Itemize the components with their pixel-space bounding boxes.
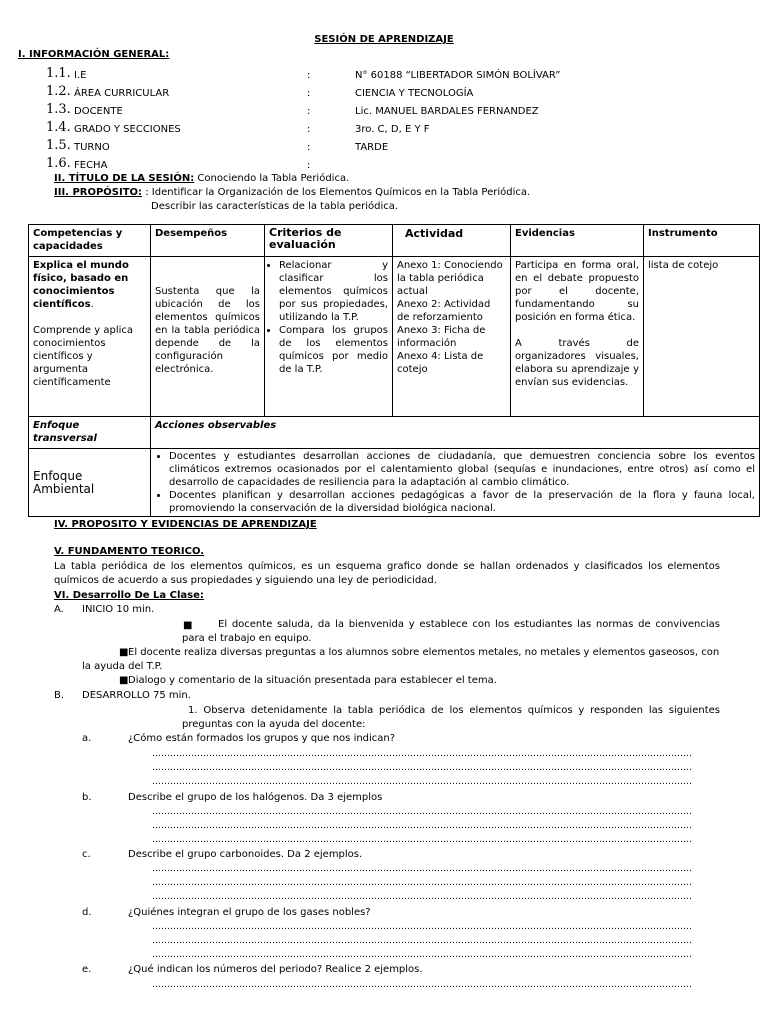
info-value: N° 60188 “LIBERTADOR SIMÓN BOLÍVAR” xyxy=(355,70,561,81)
inicio-item: El docente saluda, da la bienvenida y establece con los estudiantes las normas de convivencias para el trabajo en equipo. xyxy=(182,619,720,644)
competencies-table xyxy=(28,224,760,517)
section-6-heading: VI. Desarrollo De La Clase: xyxy=(54,590,204,601)
criterios-cell xyxy=(265,257,393,417)
desarrollo-step: 1. Observa detenidamente la tabla periódica de los elementos químicos y responden las siguientes preguntas con la ayuda del docente: xyxy=(182,705,720,730)
instrumento-cell: lista de cotejo xyxy=(644,257,760,417)
section-2 xyxy=(54,173,349,184)
header-acciones: Acciones observables xyxy=(151,417,760,449)
answer-line[interactable]: ……………………………………………………………………………………………………………………………………………………………… xyxy=(152,892,692,902)
actividad-cell xyxy=(393,257,511,417)
actividad-item: Anexo 3: Ficha de información xyxy=(397,325,486,349)
answer-line[interactable]: ……………………………………………………………………………………………………………………………………………………………… xyxy=(152,807,692,817)
question-letter: a. xyxy=(82,733,92,744)
info-label: GRADO Y SECCIONES xyxy=(74,124,181,135)
accion-item: • Docentes planifican y desarrollan acciones pedagógicas a favor de la preservación de la flora y fauna local, promoviendo la conservación de la diversidad biológica nacional. xyxy=(169,489,755,515)
header-competencias: Competencias y capacidades xyxy=(29,225,151,257)
header-evidencias: Evidencias xyxy=(511,225,644,257)
actividad-item: Anexo 1: Conociendo la tabla periódica actual xyxy=(397,260,503,297)
info-colon: : xyxy=(307,70,311,81)
evidencia-1: Participa en forma oral, en el debate propuesto por el docente, fundamentando su posición en forma ética. xyxy=(515,260,639,323)
answer-line[interactable]: ……………………………………………………………………………………………………………………………………………………………… xyxy=(152,922,692,932)
info-value: 3ro. C, D, E Y F xyxy=(355,124,430,135)
competencia-dot: . xyxy=(90,299,94,310)
answer-line[interactable]: ……………………………………………………………………………………………………………………………………………………………… xyxy=(152,878,692,888)
competencia-cell xyxy=(29,257,151,417)
answer-line[interactable]: ……………………………………………………………………………………………………………………………………………………………… xyxy=(152,950,692,960)
answer-line[interactable]: ……………………………………………………………………………………………………………………………………………………………… xyxy=(152,980,692,990)
square-bullet-icon: ■ xyxy=(119,647,129,658)
enfoque-row xyxy=(29,449,760,517)
header-criterios: Criterios de evaluación xyxy=(265,225,393,257)
info-value: TARDE xyxy=(355,142,389,153)
evidencia-2: A través de organizadores visuales, elabora su aprendizaje y envían sus evidencias. xyxy=(515,338,639,388)
header-actividad: Actividad xyxy=(393,225,511,257)
info-value: CIENCIA Y TECNOLOGÍA xyxy=(355,88,474,99)
question-letter: b. xyxy=(82,792,92,803)
section-1-heading: I. INFORMACIÓN GENERAL: xyxy=(18,49,170,60)
question-letter: e. xyxy=(82,964,92,975)
enfoque-cell: Enfoque Ambiental xyxy=(29,449,151,517)
info-value: Lic. MANUEL BARDALES FERNANDEZ xyxy=(355,106,539,117)
info-label: DOCENTE xyxy=(74,106,123,117)
info-colon: : xyxy=(307,88,311,99)
info-number: 1.6. xyxy=(46,156,71,171)
answer-line[interactable]: ……………………………………………………………………………………………………………………………………………………………… xyxy=(152,835,692,845)
answer-line[interactable]: ……………………………………………………………………………………………………………………………………………………………… xyxy=(152,821,692,831)
answer-line[interactable]: ……………………………………………………………………………………………………………………………………………………………… xyxy=(152,763,692,773)
info-label: FECHA xyxy=(74,160,108,171)
inicio-item: Dialogo y comentario de la situación presentada para establecer el tema. xyxy=(128,675,497,686)
accion-item: • Docentes y estudiantes desarrollan acciones de ciudadanía, que demuestren conciencia sobre los eventos climáticos extremos ocasionados por el calentamiento global (sequías e inundaciones, entre otros) así como el desarrollo de capacidades de resiliencia para la adaptación al cambio climático. xyxy=(169,450,755,489)
info-label: TURNO xyxy=(74,142,110,153)
actividad-item: Anexo 4: Lista de cotejo xyxy=(397,351,484,375)
table-row xyxy=(29,257,760,417)
info-number: 1.1. xyxy=(46,66,71,81)
answer-line[interactable]: ……………………………………………………………………………………………………………………………………………………………… xyxy=(152,864,692,874)
section-5-heading: V. FUNDAMENTO TEORICO. xyxy=(54,546,205,557)
square-bullet-icon: ■ xyxy=(119,675,129,686)
answer-line[interactable]: ……………………………………………………………………………………………………………………………………………………………… xyxy=(152,777,692,787)
answer-line[interactable]: ……………………………………………………………………………………………………………………………………………………………… xyxy=(152,749,692,759)
desarrollo-label: DESARROLLO 75 min. xyxy=(82,690,191,701)
info-number: 1.3. xyxy=(46,102,71,117)
info-colon: : xyxy=(307,142,311,153)
question-text: ¿Qué indican los números del periodo? Realice 2 ejemplos. xyxy=(128,964,423,975)
criterio-item: • Compara los grupos de los elementos químicos por medio de la T.P. xyxy=(279,324,388,376)
actividad-item: Anexo 2: Actividad de reforzamiento xyxy=(397,299,491,323)
section-3-label: III. PROPÓSITO: xyxy=(54,187,143,198)
purpose-line-1: : Identificar la Organización de los Elementos Químicos en la Tabla Periódica. xyxy=(145,187,531,198)
inicio-letter: A. xyxy=(54,604,64,615)
info-number: 1.4. xyxy=(46,120,71,135)
header-desempenos: Desempeños xyxy=(151,225,265,257)
acciones-cell xyxy=(151,449,760,517)
info-colon: : xyxy=(307,124,311,135)
section-4-heading: IV. PROPOSITO Y EVIDENCIAS DE APRENDIZAJE xyxy=(54,519,317,530)
desarrollo-letter: B. xyxy=(54,690,65,701)
competencia-capacity: Comprende y aplica conocimientos científicos y argumenta científicamente xyxy=(33,325,134,388)
purpose-line-2: Describir las características de la tabla periódica. xyxy=(151,201,399,212)
info-number: 1.5. xyxy=(46,138,71,153)
inicio-item: El docente realiza diversas preguntas a los alumnos sobre elementos metales, no metales y elementos gaseosos, con la ayuda del T.P. xyxy=(82,647,720,672)
session-title: Conociendo la Tabla Periódica. xyxy=(197,173,350,184)
document-title: SESIÓN DE APRENDIZAJE xyxy=(314,34,454,45)
table-header-row xyxy=(29,225,760,257)
competencia-title: Explica el mundo físico, basado en conocimientos científicos xyxy=(33,260,129,310)
info-colon: : xyxy=(307,160,311,171)
question-text: Describe el grupo carbonoides. Da 2 ejemplos. xyxy=(128,849,363,860)
question-text: Describe el grupo de los halógenos. Da 3 ejemplos xyxy=(128,792,383,803)
info-number: 1.2. xyxy=(46,84,71,99)
enfoque-header-row xyxy=(29,417,760,449)
question-text: ¿Quiénes integran el grupo de los gases nobles? xyxy=(128,907,371,918)
header-instrumento: Instrumento xyxy=(644,225,760,257)
criterio-item: • Relacionar y clasificar los elementos químicos por sus propiedades, utilizando la T.P. xyxy=(279,259,388,324)
info-label: ÁREA CURRICULAR xyxy=(74,88,170,99)
question-letter: d. xyxy=(82,907,92,918)
answer-line[interactable]: ……………………………………………………………………………………………………………………………………………………………… xyxy=(152,936,692,946)
section-2-label: II. TÍTULO DE LA SESIÓN: xyxy=(54,173,195,184)
desempeno-cell: Sustenta que la ubicación de los elementos químicos en la tabla periódica depende de la configuración electrónica. xyxy=(151,257,265,417)
question-letter: c. xyxy=(82,849,91,860)
info-label: I.E xyxy=(74,70,87,81)
fundamento-text: La tabla periódica de los elementos químicos, es un esquema grafico donde se hallan ordenados y clasificados los elementos químicos de acuerdo a sus propiedades y siguiendo una ley de periodicidad. xyxy=(54,561,720,586)
evidencias-cell xyxy=(511,257,644,417)
question-text: ¿Cómo están formados los grupos y que nos indican? xyxy=(128,733,396,744)
inicio-label: INICIO 10 min. xyxy=(82,604,155,615)
info-colon: : xyxy=(307,106,311,117)
section-3 xyxy=(54,187,530,198)
header-enfoque: Enfoque transversal xyxy=(29,417,151,449)
square-bullet-icon: ■ xyxy=(183,620,193,631)
